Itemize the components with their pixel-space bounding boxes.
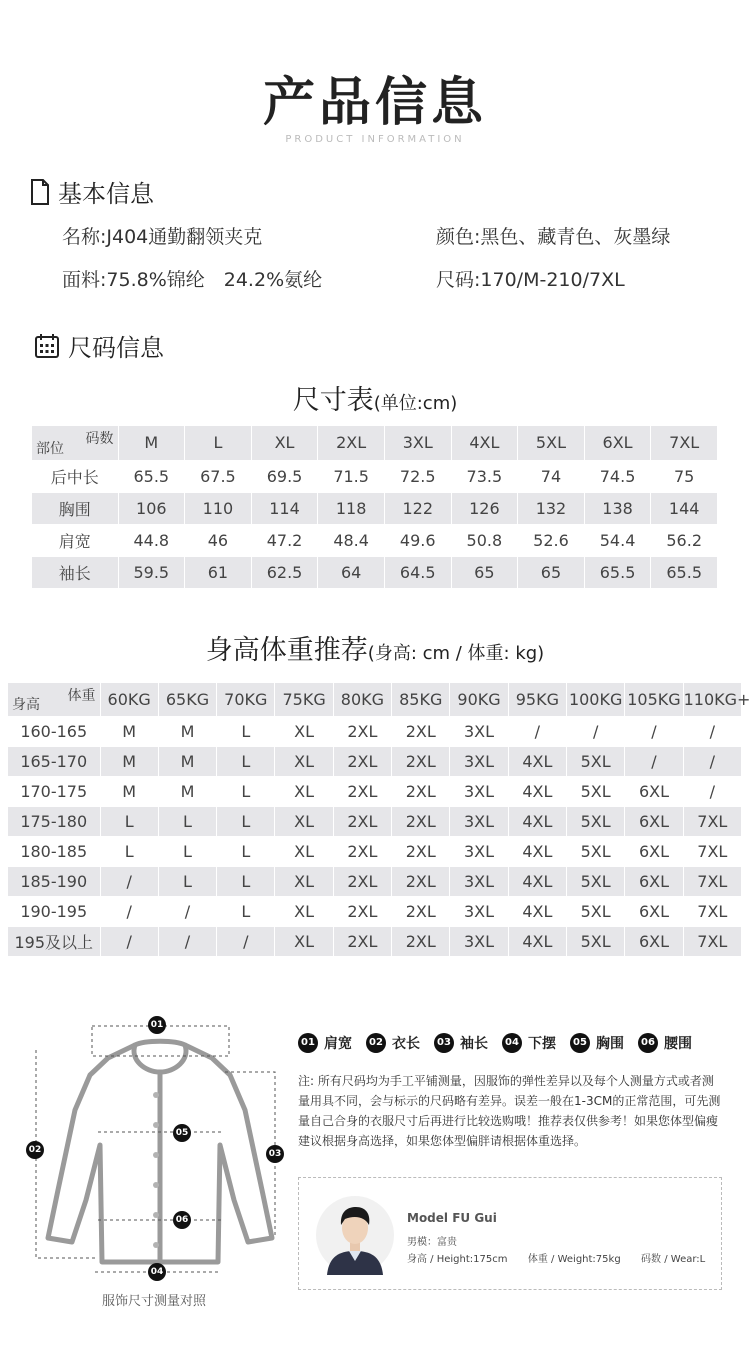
column-header: 85KG bbox=[392, 683, 450, 716]
table-cell: L bbox=[217, 776, 275, 806]
table-cell: / bbox=[158, 926, 216, 956]
table-row bbox=[8, 896, 742, 926]
table-cell: L bbox=[217, 896, 275, 926]
table-cell: 65.5 bbox=[118, 460, 185, 492]
product-name: 名称:J404通勤翻领夹克 bbox=[62, 226, 263, 248]
table-cell: 75 bbox=[651, 460, 718, 492]
model-name: Model FU Gui bbox=[407, 1211, 497, 1225]
table-cell: XL bbox=[275, 776, 333, 806]
row-label: 160-165 bbox=[8, 716, 100, 746]
table-cell: L bbox=[100, 836, 158, 866]
table-cell: 44.8 bbox=[118, 524, 185, 556]
rec-corner-bottom-label: 身高 bbox=[12, 696, 40, 713]
table-row bbox=[32, 460, 718, 492]
table-cell: / bbox=[683, 716, 741, 746]
table-cell: 2XL bbox=[392, 866, 450, 896]
legend-item bbox=[298, 1033, 352, 1053]
table-cell: L bbox=[158, 836, 216, 866]
table-cell: 7XL bbox=[683, 836, 741, 866]
table-cell: 2XL bbox=[333, 926, 391, 956]
table-cell: 62.5 bbox=[251, 556, 318, 588]
table-cell: 4XL bbox=[508, 926, 566, 956]
table-cell: 52.6 bbox=[518, 524, 585, 556]
measure-note: 注: 所有尺码均为手工平铺测量，因服饰的弹性差异以及每个人测量方式或者测量用具不同，会与标示的尺码略有差异。误差一般在1-3CM的正常范围，可先测量自己合身的衣服尺寸后再进行比较选购哦！推荐表仅供参考！如果您体型偏瘦建议根据身高选择，如果您体型偏胖请根据体重选择。 bbox=[298, 1074, 721, 1148]
rec-table-header bbox=[8, 683, 742, 716]
table-cell: 6XL bbox=[625, 776, 683, 806]
rec-table-title bbox=[0, 628, 750, 667]
size-info-heading bbox=[34, 328, 164, 363]
model-card bbox=[298, 1177, 722, 1290]
table-cell: 3XL bbox=[450, 866, 508, 896]
table-cell: 4XL bbox=[508, 836, 566, 866]
column-header: 105KG bbox=[625, 683, 683, 716]
column-header: 7XL bbox=[651, 426, 718, 460]
row-label: 195及以上 bbox=[8, 926, 100, 956]
table-cell: XL bbox=[275, 746, 333, 776]
column-header: 60KG bbox=[100, 683, 158, 716]
table-cell: / bbox=[567, 716, 625, 746]
model-wear: L bbox=[699, 1254, 706, 1265]
row-label: 180-185 bbox=[8, 836, 100, 866]
table-cell: / bbox=[158, 896, 216, 926]
table-cell: 72.5 bbox=[384, 460, 451, 492]
table-cell: 5XL bbox=[567, 836, 625, 866]
table-cell: / bbox=[625, 746, 683, 776]
size-table-title bbox=[0, 378, 750, 417]
table-cell: XL bbox=[275, 806, 333, 836]
corner-bottom-label: 部位 bbox=[36, 440, 64, 457]
table-cell: 4XL bbox=[508, 746, 566, 776]
table-cell: 2XL bbox=[333, 866, 391, 896]
table-row bbox=[8, 746, 742, 776]
table-cell: 144 bbox=[651, 492, 718, 524]
row-label: 后中长 bbox=[32, 460, 118, 492]
row-label: 170-175 bbox=[8, 776, 100, 806]
product-color: 颜色:黑色、藏青色、灰墨绿 bbox=[436, 226, 671, 248]
table-cell: 2XL bbox=[333, 776, 391, 806]
marker-01: 01 bbox=[148, 1016, 166, 1034]
legend-label: 胸围 bbox=[596, 1036, 624, 1052]
table-cell: L bbox=[217, 866, 275, 896]
page-title: 产品信息 bbox=[262, 73, 487, 133]
legend-number: 06 bbox=[638, 1033, 658, 1053]
table-cell: XL bbox=[275, 896, 333, 926]
table-cell: M bbox=[100, 776, 158, 806]
table-row bbox=[8, 866, 742, 896]
legend-item bbox=[638, 1033, 692, 1053]
table-cell: 2XL bbox=[392, 926, 450, 956]
column-header: L bbox=[185, 426, 252, 460]
table-row bbox=[32, 524, 718, 556]
table-cell: 6XL bbox=[625, 926, 683, 956]
rec-table bbox=[8, 683, 750, 957]
column-header: 110KG+ bbox=[683, 683, 741, 716]
legend-number: 03 bbox=[434, 1033, 454, 1053]
table-cell: 64.5 bbox=[384, 556, 451, 588]
table-cell: 64 bbox=[318, 556, 385, 588]
table-cell: 5XL bbox=[567, 776, 625, 806]
product-fabric: 面料:75.8%锦纶 24.2%氨纶 bbox=[62, 269, 323, 291]
size-info-title: 尺码信息 bbox=[68, 334, 164, 362]
marker-05: 05 bbox=[173, 1124, 191, 1142]
table-cell: L bbox=[100, 806, 158, 836]
table-cell: 50.8 bbox=[451, 524, 518, 556]
marker-04: 04 bbox=[148, 1263, 166, 1281]
table-row bbox=[32, 556, 718, 588]
table-cell: L bbox=[217, 746, 275, 776]
size-table-title-text: 尺寸表 bbox=[292, 385, 374, 416]
table-cell: M bbox=[158, 716, 216, 746]
legend-item bbox=[502, 1033, 556, 1053]
table-cell: L bbox=[217, 836, 275, 866]
table-cell: 46 bbox=[185, 524, 252, 556]
page-subtitle: PRODUCT INFORMATION bbox=[285, 134, 465, 145]
table-cell: 4XL bbox=[508, 776, 566, 806]
table-cell: 4XL bbox=[508, 896, 566, 926]
size-table-header bbox=[32, 426, 718, 460]
row-label: 185-190 bbox=[8, 866, 100, 896]
column-header: 3XL bbox=[384, 426, 451, 460]
table-cell: 3XL bbox=[450, 806, 508, 836]
table-cell: 118 bbox=[318, 492, 385, 524]
table-cell: 132 bbox=[518, 492, 585, 524]
table-cell: 48.4 bbox=[318, 524, 385, 556]
table-cell: 2XL bbox=[392, 896, 450, 926]
table-cell: 106 bbox=[118, 492, 185, 524]
column-header: 100KG bbox=[567, 683, 625, 716]
row-label: 胸围 bbox=[32, 492, 118, 524]
table-cell: 7XL bbox=[683, 896, 741, 926]
calendar-icon bbox=[34, 333, 60, 359]
table-cell: 3XL bbox=[450, 926, 508, 956]
table-cell: 6XL bbox=[625, 896, 683, 926]
table-cell: / bbox=[217, 926, 275, 956]
legend-label: 肩宽 bbox=[324, 1036, 352, 1052]
rec-corner-top-label: 体重 bbox=[67, 688, 96, 704]
table-cell: 6XL bbox=[625, 806, 683, 836]
jacket-diagram bbox=[20, 1010, 290, 1280]
table-cell: 69.5 bbox=[251, 460, 318, 492]
column-header: 65KG bbox=[158, 683, 216, 716]
column-header: 5XL bbox=[518, 426, 585, 460]
legend-number: 05 bbox=[570, 1033, 590, 1053]
table-cell: 3XL bbox=[450, 836, 508, 866]
table-cell: / bbox=[100, 866, 158, 896]
table-cell: 2XL bbox=[392, 836, 450, 866]
table-cell: 74.5 bbox=[584, 460, 651, 492]
model-weight: 75kg bbox=[595, 1254, 621, 1265]
legend-number: 01 bbox=[298, 1033, 318, 1053]
table-cell: 6XL bbox=[625, 866, 683, 896]
model-height-label: 身高 / Height: bbox=[407, 1254, 474, 1265]
column-header: 4XL bbox=[451, 426, 518, 460]
row-label: 袖长 bbox=[32, 556, 118, 588]
document-icon bbox=[30, 179, 50, 205]
legend-item bbox=[570, 1033, 624, 1053]
legend-label: 腰围 bbox=[664, 1036, 692, 1052]
table-cell: XL bbox=[275, 866, 333, 896]
table-cell: / bbox=[683, 776, 741, 806]
table-cell: 67.5 bbox=[185, 460, 252, 492]
model-weight-label: 体重 / Weight: bbox=[527, 1254, 596, 1265]
marker-02: 02 bbox=[26, 1141, 44, 1159]
table-cell: / bbox=[100, 896, 158, 926]
size-table-corner bbox=[32, 426, 118, 460]
marker-06: 06 bbox=[173, 1211, 191, 1229]
table-cell: 7XL bbox=[683, 866, 741, 896]
table-cell: XL bbox=[275, 836, 333, 866]
table-cell: M bbox=[158, 746, 216, 776]
table-cell: M bbox=[100, 746, 158, 776]
table-cell: 65 bbox=[451, 556, 518, 588]
rec-table-title-text: 身高体重推荐 bbox=[205, 635, 368, 666]
column-header: 6XL bbox=[584, 426, 651, 460]
table-cell: 73.5 bbox=[451, 460, 518, 492]
table-cell: 47.2 bbox=[251, 524, 318, 556]
table-cell: 5XL bbox=[567, 806, 625, 836]
model-stats bbox=[407, 1250, 705, 1265]
table-cell: / bbox=[683, 746, 741, 776]
table-cell: 122 bbox=[384, 492, 451, 524]
table-cell: 138 bbox=[584, 492, 651, 524]
legend-label: 下摆 bbox=[528, 1036, 556, 1052]
table-cell: 2XL bbox=[392, 746, 450, 776]
table-cell: 110 bbox=[185, 492, 252, 524]
legend-item bbox=[366, 1033, 420, 1053]
column-header: 95KG bbox=[508, 683, 566, 716]
column-header: 80KG bbox=[333, 683, 391, 716]
table-cell: 2XL bbox=[392, 716, 450, 746]
row-label: 肩宽 bbox=[32, 524, 118, 556]
corner-top-label: 码数 bbox=[85, 431, 114, 447]
table-cell: / bbox=[625, 716, 683, 746]
table-row bbox=[8, 716, 742, 746]
table-cell: XL bbox=[275, 716, 333, 746]
rec-table-corner bbox=[8, 683, 100, 716]
table-cell: 5XL bbox=[567, 896, 625, 926]
size-table bbox=[32, 426, 718, 589]
table-cell: 2XL bbox=[392, 806, 450, 836]
table-row bbox=[8, 806, 742, 836]
row-label: 175-180 bbox=[8, 806, 100, 836]
table-cell: L bbox=[217, 716, 275, 746]
table-cell: L bbox=[158, 866, 216, 896]
table-cell: 6XL bbox=[625, 836, 683, 866]
table-cell: 59.5 bbox=[118, 556, 185, 588]
table-cell: XL bbox=[275, 926, 333, 956]
table-cell: L bbox=[217, 806, 275, 836]
product-size-range: 尺码:170/M-210/7XL bbox=[436, 269, 625, 291]
diagram-caption: 服饰尺寸测量对照 bbox=[101, 1294, 206, 1309]
table-cell: 5XL bbox=[567, 926, 625, 956]
row-label: 165-170 bbox=[8, 746, 100, 776]
legend-label: 袖长 bbox=[460, 1036, 488, 1052]
column-header: 90KG bbox=[450, 683, 508, 716]
column-header: M bbox=[118, 426, 185, 460]
table-cell: 65 bbox=[518, 556, 585, 588]
table-cell: / bbox=[100, 926, 158, 956]
column-header: 70KG bbox=[217, 683, 275, 716]
table-cell: / bbox=[508, 716, 566, 746]
table-cell: 2XL bbox=[333, 716, 391, 746]
table-cell: 2XL bbox=[333, 806, 391, 836]
table-cell: 2XL bbox=[333, 896, 391, 926]
table-cell: 7XL bbox=[683, 926, 741, 956]
table-row bbox=[8, 836, 742, 866]
measure-legend bbox=[298, 1033, 706, 1053]
model-cn-name: 男模：富贵 bbox=[407, 1237, 457, 1248]
table-cell: M bbox=[158, 776, 216, 806]
table-cell: 4XL bbox=[508, 806, 566, 836]
table-cell: 56.2 bbox=[651, 524, 718, 556]
table-cell: 3XL bbox=[450, 776, 508, 806]
table-cell: M bbox=[100, 716, 158, 746]
table-cell: 2XL bbox=[392, 776, 450, 806]
legend-number: 02 bbox=[366, 1033, 386, 1053]
legend-label: 衣长 bbox=[392, 1036, 420, 1052]
size-table-unit: (单位:cm) bbox=[373, 393, 458, 414]
table-cell: L bbox=[158, 806, 216, 836]
table-cell: 7XL bbox=[683, 806, 741, 836]
table-cell: 54.4 bbox=[584, 524, 651, 556]
table-cell: 5XL bbox=[567, 746, 625, 776]
rec-table-unit: (身高: cm / 体重: kg) bbox=[367, 643, 545, 664]
marker-03: 03 bbox=[266, 1145, 284, 1163]
table-cell: 74 bbox=[518, 460, 585, 492]
column-header: 2XL bbox=[318, 426, 385, 460]
table-cell: 126 bbox=[451, 492, 518, 524]
table-cell: 3XL bbox=[450, 896, 508, 926]
table-cell: 65.5 bbox=[651, 556, 718, 588]
basic-info-title: 基本信息 bbox=[58, 180, 154, 208]
table-cell: 4XL bbox=[508, 866, 566, 896]
table-cell: 2XL bbox=[333, 746, 391, 776]
legend-number: 04 bbox=[502, 1033, 522, 1053]
column-header: XL bbox=[251, 426, 318, 460]
table-cell: 5XL bbox=[567, 866, 625, 896]
table-row bbox=[8, 776, 742, 806]
table-cell: 71.5 bbox=[318, 460, 385, 492]
table-cell: 49.6 bbox=[384, 524, 451, 556]
table-cell: 2XL bbox=[333, 836, 391, 866]
model-avatar bbox=[315, 1195, 395, 1275]
column-header: 75KG bbox=[275, 683, 333, 716]
model-wear-label: 码数 / Wear: bbox=[641, 1254, 700, 1265]
row-label: 190-195 bbox=[8, 896, 100, 926]
table-cell: 114 bbox=[251, 492, 318, 524]
table-row bbox=[32, 492, 718, 524]
table-cell: 3XL bbox=[450, 746, 508, 776]
table-cell: 3XL bbox=[450, 716, 508, 746]
table-cell: 65.5 bbox=[584, 556, 651, 588]
legend-item bbox=[434, 1033, 488, 1053]
model-height: 175cm bbox=[473, 1254, 508, 1265]
table-cell: 61 bbox=[185, 556, 252, 588]
basic-info-heading bbox=[30, 174, 154, 209]
table-row bbox=[8, 926, 742, 956]
